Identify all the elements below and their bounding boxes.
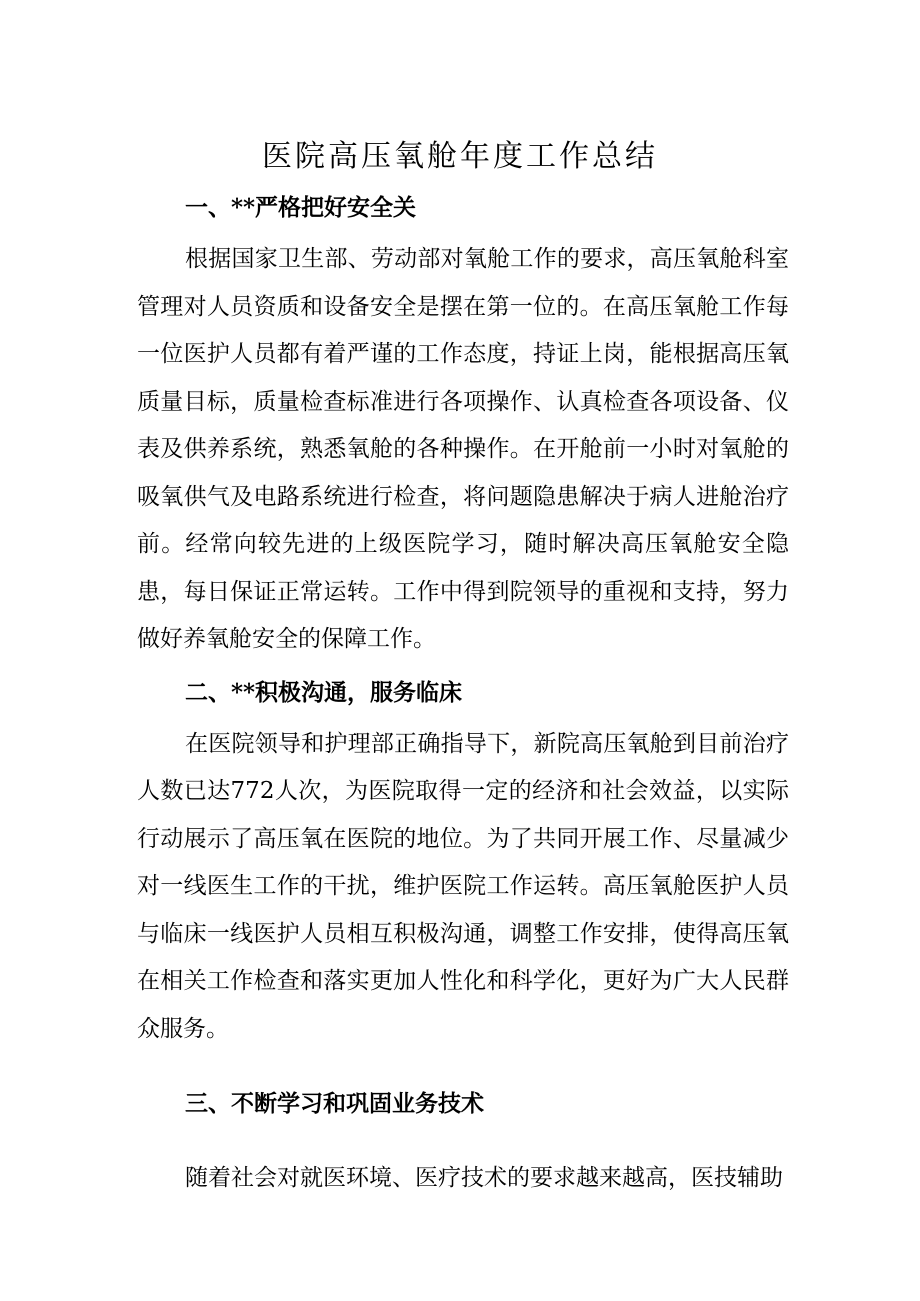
section-paragraph-communication: 在医院领导和护理部正确指导下，新院高压氧舱到目前治疗人数已达772人次，为医院取得一定的经济和社会效益，以实际行动展示了高压氧在医院的地位。为了共同开展工作、尽量减少对一线医生工作的干扰，维护医院工作运转。高压氧舱医护人员与临床一线医护人员相互积极沟通，调整工作安排，使得高压氧在相关工作检查和落实更加人性化和科学化，更好为广大人民群众服务。 [137,730,789,1042]
spacer [137,1053,789,1079]
section-heading-safety: 一、**严格把好安全关 [185,194,417,221]
spacer [137,1129,789,1155]
section-heading-learning: 三、不断学习和巩固业务技术 [185,1090,484,1117]
section-paragraph-learning: 随着社会对就医环境、医疗技术的要求越来越高，医技辅助 [185,1165,783,1191]
document-body [137,183,789,1203]
document-title: 医院高压氧舱年度工作总结 [262,139,658,174]
section-heading-communication: 二、**积极沟通，服务临床 [185,678,463,706]
section-paragraph-safety: 根据国家卫生部、劳动部对氧舱工作的要求，高压氧舱科室管理对人员资质和设备安全是摆在第一位的。在高压氧舱工作每一位医护人员都有着严谨的工作态度，持证上岗，能根据高压氧质量目标，质量检查标准进行各项操作、认真检查各项设备、仪表及供养系统，熟悉氧舱的各种操作。在开舱前一小时对氧舱的吸氧供气及电路系统进行检查，将问题隐患解决于病人进舱治疗前。经常向较先进的上级医院学习，随时解决高压氧舱安全隐患，每日保证正常运转。工作中得到院领导的重视和支持，努力做好养氧舱安全的保障工作。 [137,246,789,652]
